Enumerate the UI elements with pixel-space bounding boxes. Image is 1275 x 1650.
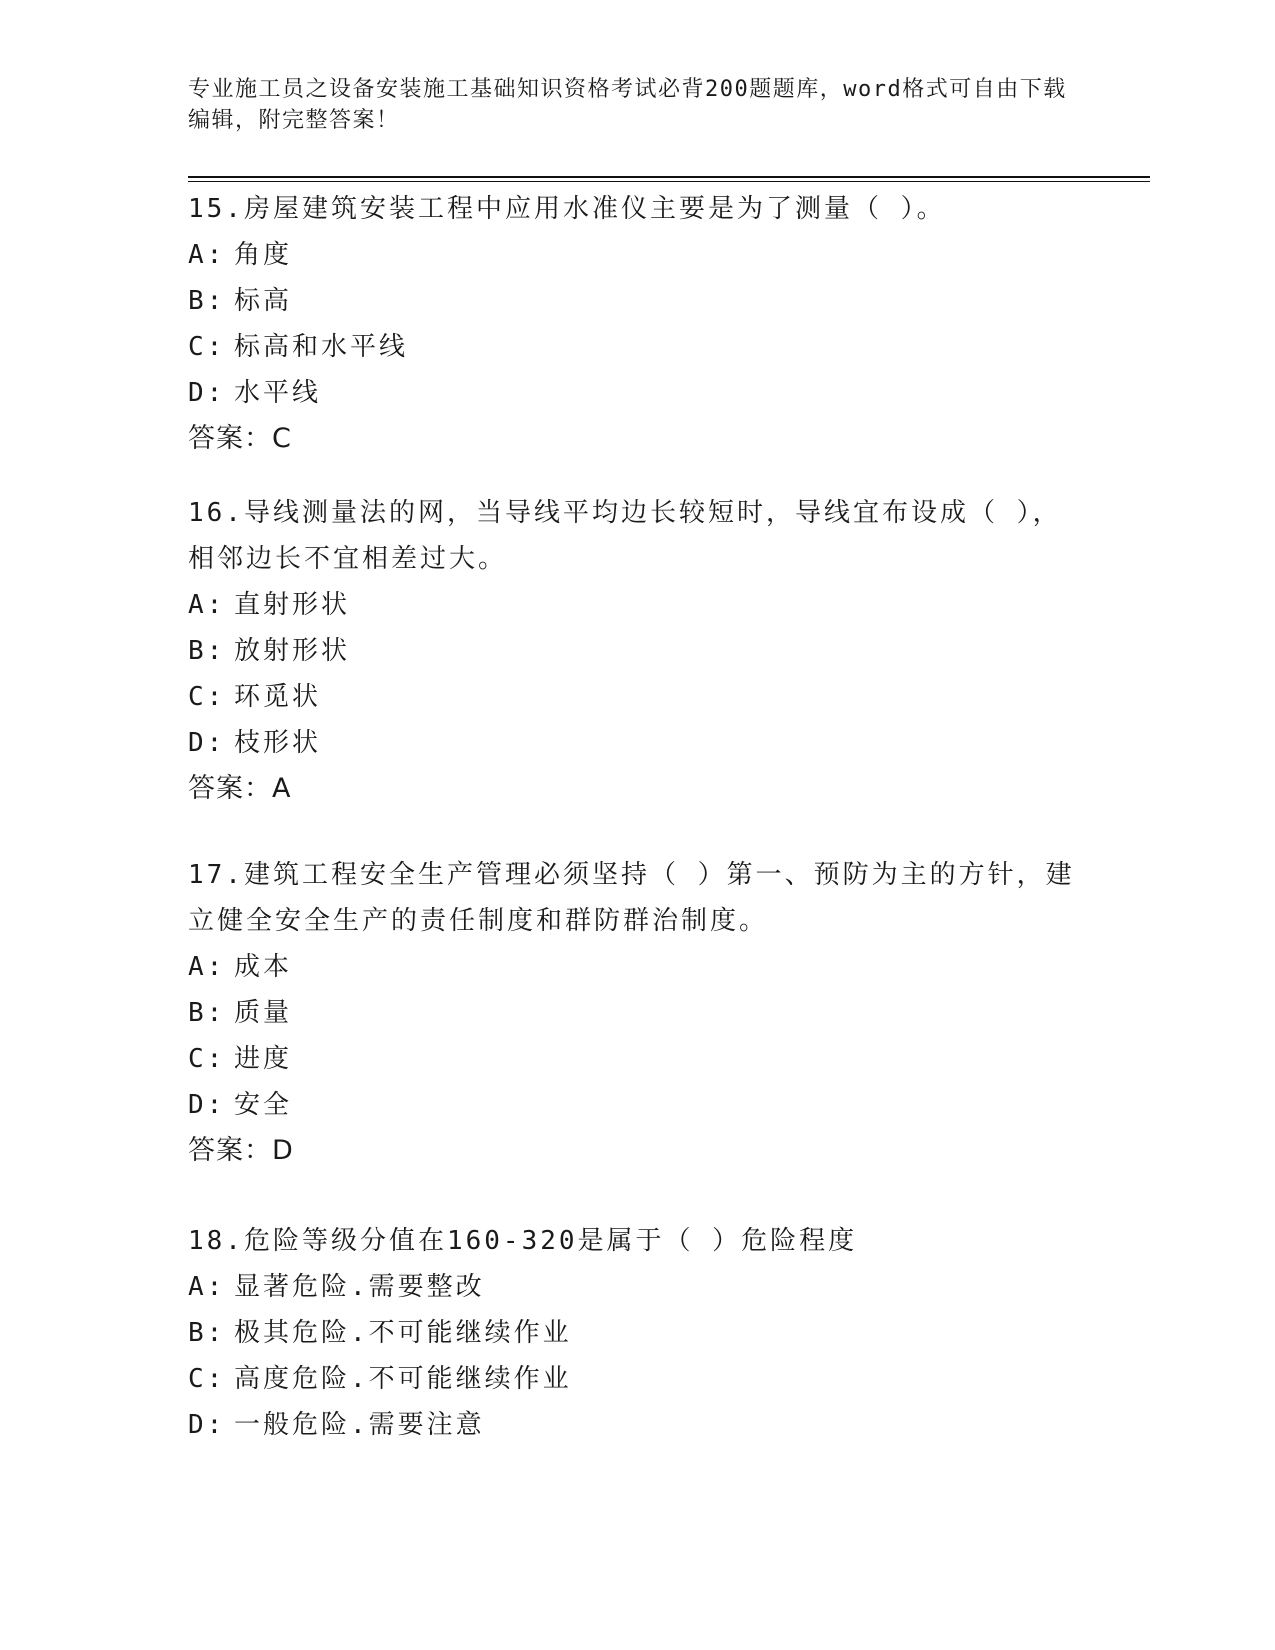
question-18 xyxy=(188,1218,1088,1448)
option-text: 标高 xyxy=(234,286,293,316)
question-16 xyxy=(188,490,1088,812)
option-text: 放射形状 xyxy=(234,636,351,666)
option-letter: B: xyxy=(188,636,226,666)
question-text: 15.房屋建筑安装工程中应用水准仪主要是为了测量（ ）。 xyxy=(188,194,946,224)
option-letter: C: xyxy=(188,682,226,712)
question-15 xyxy=(188,186,1088,462)
question-text: 18.危险等级分值在160-320是属于（ ）危险程度 xyxy=(188,1226,858,1256)
option-text: 一般危险.需要注意 xyxy=(234,1410,485,1440)
option-a xyxy=(188,232,1088,278)
option-a xyxy=(188,1264,1088,1310)
option-text: 环觅状 xyxy=(234,682,322,712)
option-letter: B: xyxy=(188,1318,226,1348)
option-text: 成本 xyxy=(234,952,293,982)
option-text: 水平线 xyxy=(234,378,322,408)
option-letter: A: xyxy=(188,590,226,620)
option-letter: A: xyxy=(188,1272,226,1302)
option-letter: B: xyxy=(188,286,226,316)
option-b xyxy=(188,1310,1088,1356)
header-divider-thick xyxy=(188,176,1150,178)
option-letter: A: xyxy=(188,240,226,270)
option-letter: C: xyxy=(188,1364,226,1394)
option-b xyxy=(188,628,1088,674)
option-b xyxy=(188,278,1088,324)
answer-line: 答案：A xyxy=(188,773,292,804)
option-letter: D: xyxy=(188,378,226,408)
option-text: 显著危险.需要整改 xyxy=(234,1272,485,1302)
question-17 xyxy=(188,852,1088,1174)
option-text: 直射形状 xyxy=(234,590,351,620)
option-d xyxy=(188,370,1088,416)
option-letter: D: xyxy=(188,1410,226,1440)
option-d xyxy=(188,1402,1088,1448)
option-a xyxy=(188,582,1088,628)
option-letter: D: xyxy=(188,728,226,758)
option-letter: D: xyxy=(188,1090,226,1120)
option-text: 高度危险.不可能继续作业 xyxy=(234,1364,572,1394)
option-c xyxy=(188,1036,1088,1082)
option-text: 极其危险.不可能继续作业 xyxy=(234,1318,572,1348)
option-letter: B: xyxy=(188,998,226,1028)
answer-line: 答案：C xyxy=(188,423,292,454)
option-b xyxy=(188,990,1088,1036)
option-text: 质量 xyxy=(234,998,293,1028)
option-letter: A: xyxy=(188,952,226,982)
option-d xyxy=(188,1082,1088,1128)
option-a xyxy=(188,944,1088,990)
option-letter: C: xyxy=(188,332,226,362)
option-letter: C: xyxy=(188,1044,226,1074)
document-header: 专业施工员之设备安装施工基础知识资格考试必背200题题库，word格式可自由下载编辑，附完整答案！ xyxy=(188,77,1067,133)
header-divider-thin xyxy=(188,181,1150,182)
option-text: 标高和水平线 xyxy=(234,332,409,362)
option-d xyxy=(188,720,1088,766)
question-text: 17.建筑工程安全生产管理必须坚持（ ）第一、预防为主的方针，建立健全安全生产的责任制度和群防群治制度。 xyxy=(188,860,1075,936)
option-c xyxy=(188,324,1088,370)
option-text: 枝形状 xyxy=(234,728,322,758)
option-c xyxy=(188,674,1088,720)
option-text: 进度 xyxy=(234,1044,293,1074)
option-c xyxy=(188,1356,1088,1402)
answer-line: 答案：D xyxy=(188,1135,294,1166)
option-text: 角度 xyxy=(234,240,293,270)
question-text: 16.导线测量法的网，当导线平均边长较短时，导线宜布设成（ ），相邻边长不宜相差过大。 xyxy=(188,498,1062,574)
option-text: 安全 xyxy=(234,1090,293,1120)
